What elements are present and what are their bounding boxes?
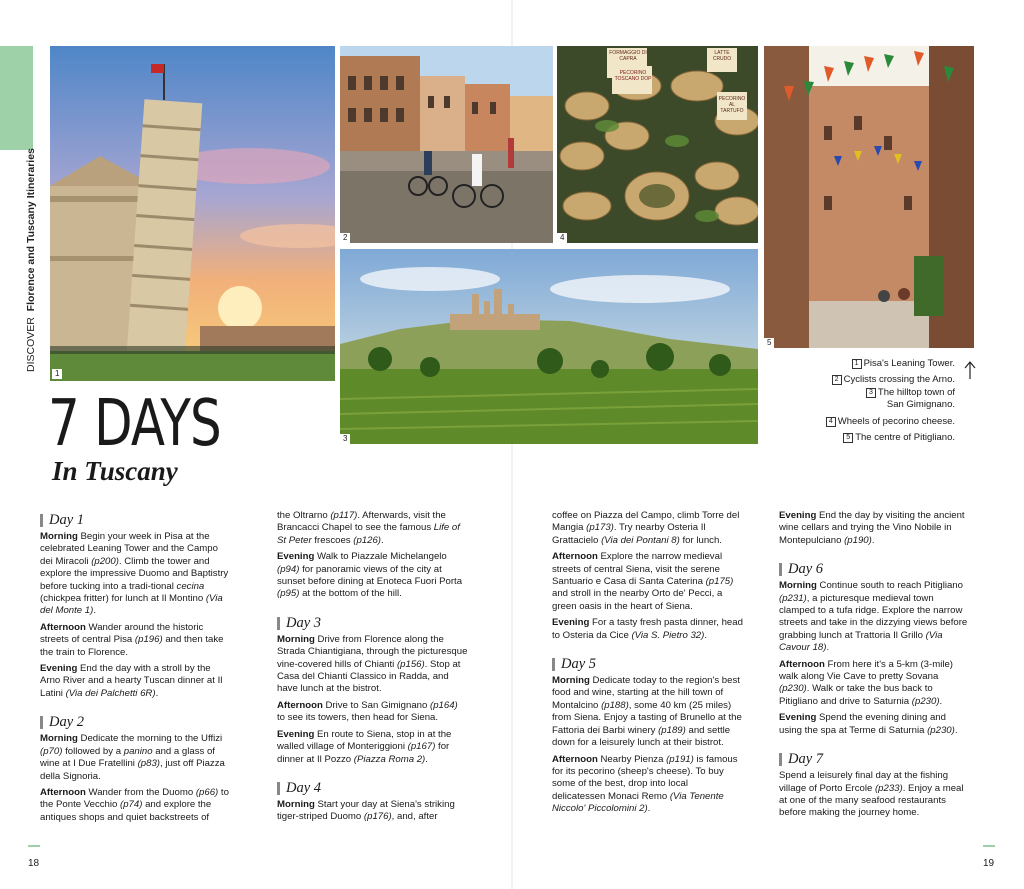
- itinerary-column-2: [277, 510, 468, 828]
- photo-pecorino-cheese: [557, 46, 758, 243]
- caption-number: 1: [852, 359, 862, 369]
- page-subtitle: In Tuscany: [52, 456, 178, 486]
- day-heading: Day 5: [552, 656, 743, 672]
- day2-afternoon: Afternoon Wander from the Duomo (p66) to the Ponte Vecchio (p74) and explore the antiques shops and quiet backstreets of: [40, 786, 229, 823]
- day-heading: Day 7: [779, 751, 970, 767]
- page-number-left: 18: [28, 858, 40, 869]
- photo-number: 1: [52, 369, 62, 379]
- folio-accent-right: [983, 845, 995, 847]
- caption-text: The centre of Pitigliano.: [855, 431, 955, 443]
- day-heading: Day 4: [277, 780, 468, 796]
- cheese-sign-latte: LATTE CRUDO: [712, 50, 732, 62]
- day2-afternoon-continued: the Oltrarno (p117). Afterwards, visit the Brancacci Chapel to see the famous Life of St Peter frescoes (p126).: [277, 510, 460, 546]
- day5-morning: Morning Dedicate today to the region's best food and wine, starting at the hill town of Montalcino (p188), some 40 km (25 miles) from Siena. Enjoy a tasting of Brunello at the Fattoria dei Barbi winery (p189) and settle down for a leisurely lunch at their bistrot.: [552, 675, 742, 749]
- day1-afternoon: Afternoon Wander around the historic streets of central Pisa (p196) and then take the train to Florence.: [40, 621, 224, 658]
- day3-morning: Morning Drive from Florence along the Strada Chiantigiana, through the picturesque vine-covered hills of Chianti (p156). Stop at Casa del Chianti Classico in Radda, and have lunch at the bistrot.: [277, 633, 468, 695]
- day1-evening: Evening End the day with a stroll by the Arno River and a hearty Tuscan dinner at Il Latini (Via dei Palchetti 6R).: [40, 663, 223, 699]
- cheese-sign-tartufo: PECORINO AL TARTUFO: [718, 96, 746, 114]
- arrow-up-icon: [963, 360, 977, 380]
- photo-cyclists: [340, 46, 553, 243]
- day-heading: Day 6: [779, 561, 970, 577]
- photo-pitigliano: [764, 46, 974, 348]
- photo-pisa-tower: [50, 46, 335, 381]
- running-header-section: Florence and Tuscany Itineraries: [25, 148, 37, 312]
- day5-afternoon: Afternoon Nearby Pienza (p191) is famous for its pecorino (sheep's cheese). To buy some of the best, drop into local delicatessen Monaci Remo (Via Tenente Niccolo' Piccolomini 2).: [552, 753, 738, 815]
- section-tab: [0, 46, 33, 150]
- caption-item: [800, 356, 955, 372]
- day-heading: Day 2: [40, 714, 231, 730]
- day2-morning: Morning Dedicate the morning to the Uffizi (p70) followed by a panino and a glass of wine at I Due Fratellini (p83), just off Piazza della Signoria.: [40, 733, 225, 782]
- caption-item: [800, 414, 955, 430]
- caption-text: Pisa's Leaning Tower.: [863, 358, 955, 369]
- cheese-sign-pecorino: PECORINO TOSCANO DOP: [614, 70, 652, 82]
- caption-item: [860, 387, 955, 411]
- day3-afternoon: Afternoon Drive to San Gimignano (p164) to see its towers, then head for Siena.: [277, 699, 458, 724]
- day5-evening: Evening End the day by visiting the ancient wine cellars and trying the Vino Nobile in Montepulciano (p190).: [779, 510, 965, 546]
- photo-captions: [800, 356, 955, 445]
- cheese-sign-capra: FORMAGGIO DI CAPRA: [609, 50, 647, 62]
- caption-text: The hilltop town of San Gimignano.: [877, 387, 955, 410]
- page-number-right: 19: [983, 858, 995, 869]
- caption-number: 2: [832, 375, 842, 385]
- caption-text: Cyclists crossing the Arno.: [843, 373, 955, 385]
- day6-morning: Morning Continue south to reach Pitigliano (p231), a picturesque medieval town clamped to a tufa ridge. Explore the narrow streets and take in the dizzying views before grabbing lunch at Trattoria Il Grillo (Via Cavour 18).: [779, 580, 968, 654]
- photo-san-gimignano: [340, 249, 758, 444]
- day4-afternoon: Afternoon Explore the narrow medieval streets of central Siena, visit the serene Santuario e Casa di Santa Caterina (p175) and stroll in the nearby Orto de' Pecci, a green oasis in the heart of Siena.: [552, 551, 734, 612]
- day-heading: Day 3: [277, 615, 468, 631]
- day7-text: Spend a leisurely final day at the fishing village of Porto Ercole (p233). Enjoy a meal at one of the many seafood restaurants before making the journey home.: [779, 770, 964, 819]
- caption-item: [800, 430, 955, 446]
- day4-morning-continued: coffee on Piazza del Campo, climb Torre del Mangia (p173). Try nearby Osteria Il Grattacielo (Via dei Pontani 8) for lunch.: [552, 510, 740, 546]
- caption-number: 3: [866, 388, 876, 398]
- day6-afternoon: Afternoon From here it's a 5-km (3-mile) walk along Vie Cave to pretty Sovana (p230). Walk or take the bus back to Pitigliano and drive to Saturnia (p230).: [779, 658, 953, 707]
- photo-number: 5: [764, 338, 774, 348]
- day3-evening: Evening En route to Siena, stop in at the walled village of Monteriggioni (p167) for dinner at Il Pozzo (Piazza Roma 2).: [277, 728, 452, 765]
- page-title: 7 DAYS: [48, 387, 221, 461]
- day2-evening: Evening Walk to Piazzale Michelangelo (p94) for panoramic views of the city at sunset before dining at Enoteca Fuori Porta (p95) at the bottom of the hill.: [277, 551, 463, 600]
- day-heading: Day 1: [40, 512, 231, 528]
- running-header: [25, 148, 37, 372]
- folio-accent-left: [28, 845, 40, 847]
- running-header-prefix: DISCOVER: [25, 317, 37, 372]
- photo-number: 4: [557, 233, 567, 243]
- day1-morning: Morning Begin your week in Pisa at the celebrated Leaning Tower and the Campo dei Miracoli (p200). Climb the tower and explore the impressive Duomo and Baptistry before tucking into a tradi-tional cecina (chickpea fritter) for lunch at Il Montino (Via del Monte 1).: [40, 531, 229, 617]
- caption-number: 5: [843, 433, 853, 443]
- itinerary-column-4: [779, 510, 970, 824]
- caption-item: [800, 372, 955, 388]
- photo-number: 3: [340, 434, 350, 444]
- day4-morning: Morning Start your day at Siena's striking tiger-striped Duomo (p176), and, after: [277, 798, 455, 823]
- photo-number: 2: [340, 233, 350, 243]
- caption-text: Wheels of pecorino cheese.: [837, 416, 955, 427]
- itinerary-column-3: [552, 510, 743, 820]
- caption-number: 4: [826, 417, 836, 427]
- day4-evening: Evening For a tasty fresh pasta dinner, head to Osteria da Cice (Via S. Pietro 32).: [552, 617, 743, 641]
- day6-evening: Evening Spend the evening dining and using the spa at Terme di Saturnia (p230).: [779, 712, 958, 736]
- itinerary-column-1: [40, 510, 231, 828]
